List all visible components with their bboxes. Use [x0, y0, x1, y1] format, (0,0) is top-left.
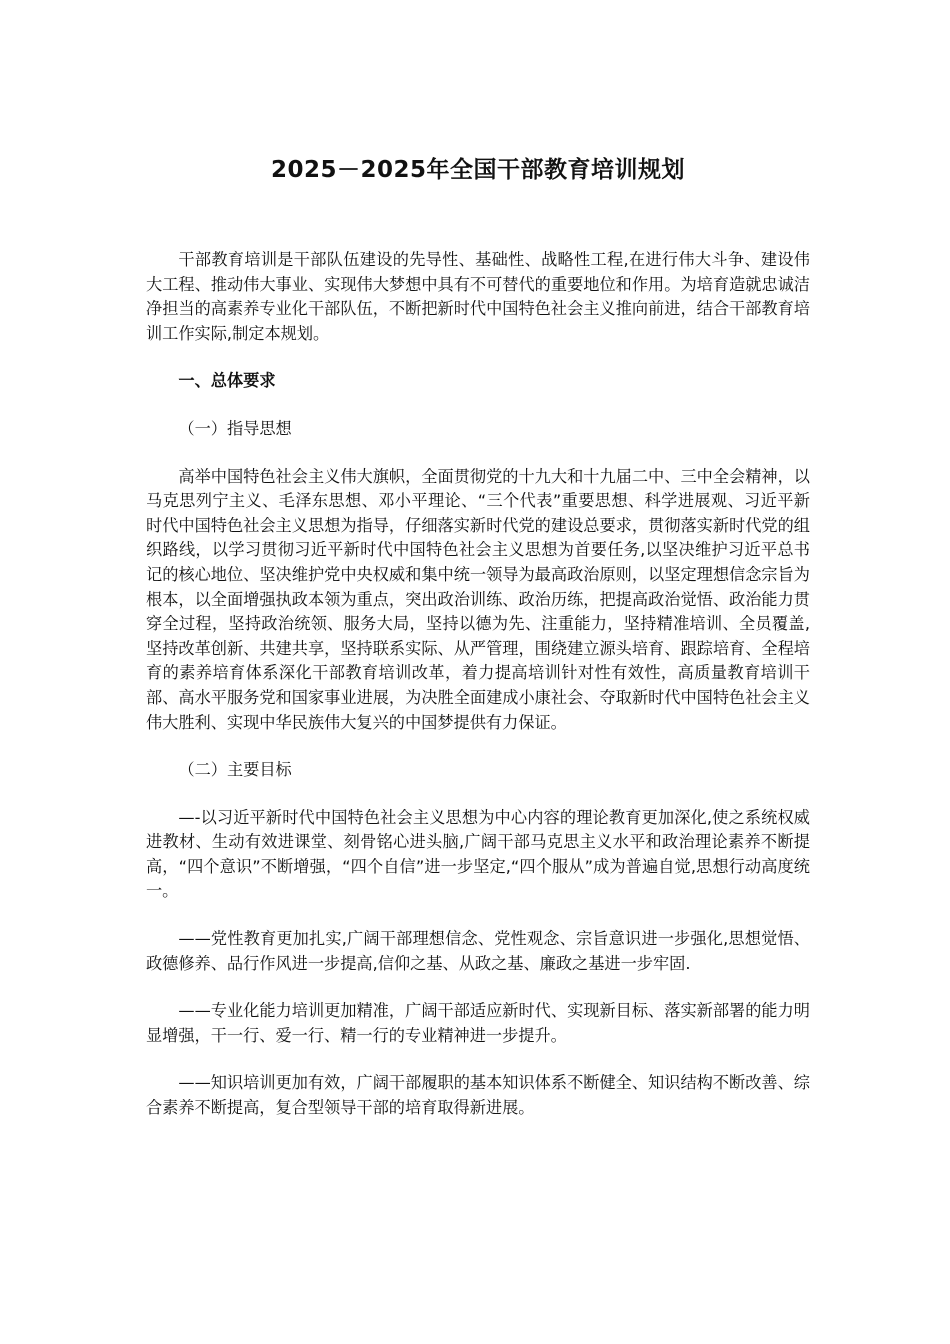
- goal-paragraph-theory: —-以习近平新时代中国特色社会主义思想为中心内容的理论教育更加深化,使之系统权威进教材、生动有效进课堂、刻骨铭心进头脑,广阔干部马克思主义水平和政治理论素养不断提高，“四个意识”不断增强，“四个自信”进一步坚定,“四个服从”成为普遍自觉,思想行动高度统一。: [146, 807, 810, 901]
- document-page: [146, 150, 810, 1144]
- subsection-heading-guiding-ideology: （一）指导思想: [178, 418, 292, 438]
- intro-paragraph: 干部教育培训是干部队伍建设的先导性、基础性、战略性工程,在进行伟大斗争、建设伟大工程、推动伟大事业、实现伟大梦想中具有不可替代的重要地位和作用。为培育造就忠诚洁净担当的高素养专业化干部队伍，不断把新时代中国特色社会主义推向前进，结合干部教育培训工作实际,制定本规划。: [146, 250, 810, 343]
- subsection-heading-main-goals: （二）主要目标: [178, 760, 292, 780]
- goal-paragraph-professional-ability: ——专业化能力培训更加精准，广阔干部适应新时代、实现新目标、落实新部署的能力明显增强，干一行、爱一行、精一行的专业精神进一步提升。: [146, 1001, 810, 1045]
- document-title: 2025－2025年全国干部教育培训规划: [270, 157, 686, 183]
- section-heading-general-requirements: 一、总体要求: [178, 371, 276, 391]
- goal-paragraph-knowledge: ——知识培训更加有效，广阔干部履职的基本知识体系不断健全、知识结构不断改善、综合素养不断提高，复合型领导干部的培育取得新进展。: [146, 1073, 810, 1118]
- goal-paragraph-party-spirit: ——党性教育更加扎实,广阔干部理想信念、党性观念、宗旨意识进一步强化,思想觉悟、政德修养、品行作风进一步提高,信仰之基、从政之基、廉政之基进一步牢固.: [146, 929, 810, 973]
- guiding-ideology-paragraph: 高举中国特色社会主义伟大旗帜，全面贯彻党的十九大和十九届二中、三中全会精神，以马克思列宁主义、毛泽东思想、邓小平理论、“三个代表”重要思想、科学进展观、习近平新时代中国特色社会主义思想为指导，仔细落实新时代党的建设总要求，贯彻落实新时代党的组织路线，以学习贯彻习近平新时代中国特色社会主义思想为首要任务,以坚决维护习近平总书记的核心地位、坚决维护党中央权威和集中统一领导为最高政治原则，以坚定理想信念宗旨为根本，以全面增强执政本领为重点，突出政治训练、政治历练，把提高政治觉悟、政治能力贯穿全过程，坚持政治统领、服务大局，坚持以德为先、注重能力，坚持精准培训、全员覆盖,坚持改革创新、共建共享，坚持联系实际、从严管理，围绕建立源头培育、跟踪培育、全程培育的素养培育体系深化干部教育培训改革，着力提高培训针对性有效性，高质量教育培训干部、高水平服务党和国家事业进展，为决胜全面建成小康社会、夺取新时代中国特色社会主义伟大胜利、实现中华民族伟大复兴的中国梦提供有力保证。: [146, 466, 810, 732]
